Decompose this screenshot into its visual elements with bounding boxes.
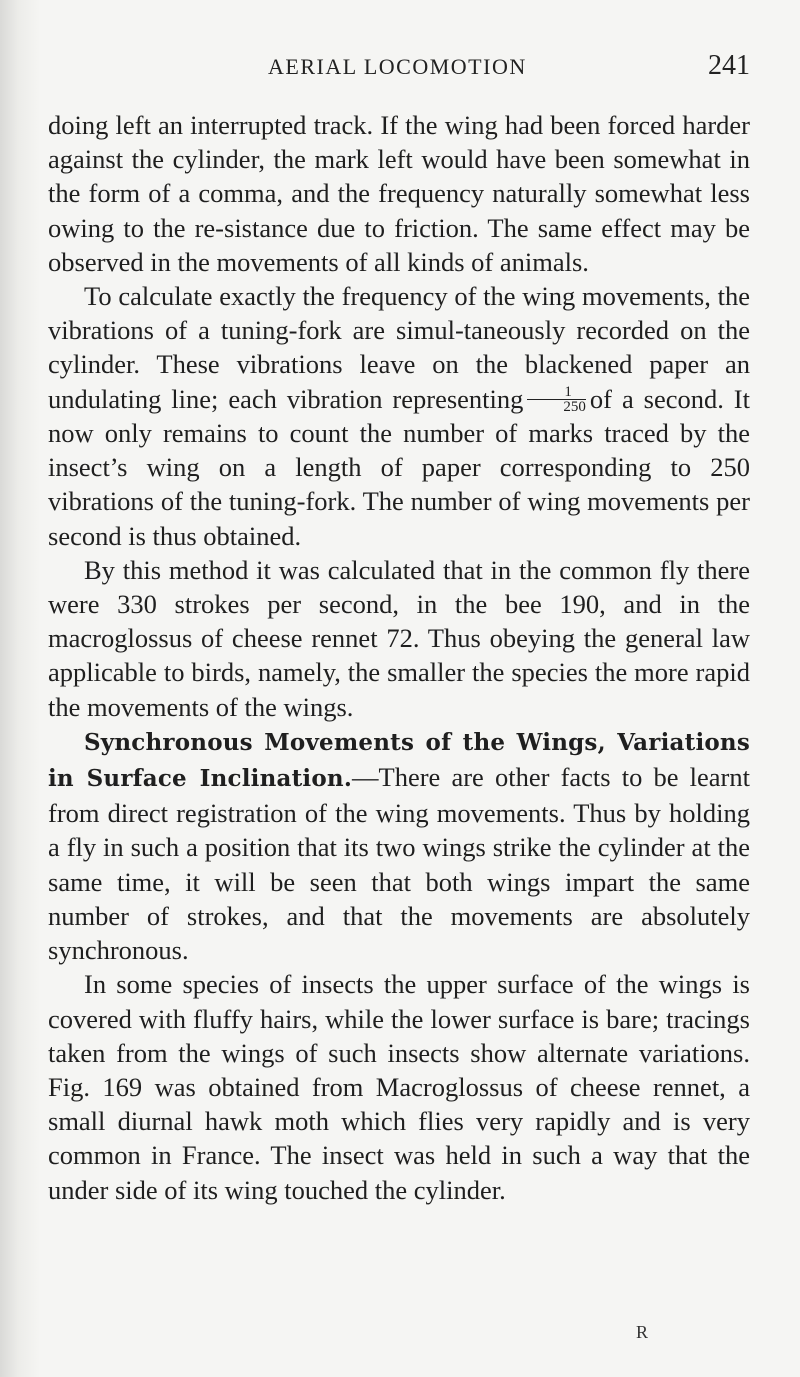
fraction — [527, 385, 586, 414]
paragraph-4-body: —There are other facts to be learnt from direct registration of the wing movements. Thus by holding a fly in such a position that its two wings strike the cylinder at the same time, it will be seen that both wings impart the same number of strokes, and that the movements are absolutely synchronous. — [48, 762, 750, 966]
running-title: AERIAL LOCOMOTION — [268, 54, 527, 79]
paragraph-2-end: of a second. It now only remains to count the number of marks traced by the insect’s wing on a length of paper corresponding to 250 vibrations of the tuning-fork. The number of wing movements per second is thus obtained. — [48, 383, 750, 551]
paragraph-5: In some species of insects the upper surface of the wings is covered with fluffy hairs, while the lower surface is bare; tracings taken from the wings of such insects show alternate variations. Fig. 169 was obtained from Macroglossus of cheese rennet, a small diurnal hawk moth which flies very rapidly and is very common in France. The insect was held in such a way that the under side of its wing touched the cylinder. — [48, 969, 750, 1205]
section-heading: Synchronous Movements of the Wings, Variations in Surface Inclination. — [48, 728, 750, 793]
paragraph-1: doing left an interrupted track. If the wing had been forced harder against the cylinder, the mark left would have been somewhat in the form of a comma, and the frequency naturally somewhat less owing to the re-sistance due to friction. The same effect may be observed in the movements of all kinds of animals. — [48, 110, 750, 277]
paragraph-4 — [48, 724, 750, 967]
paragraph-2-start: To calculate exactly the frequency of the wing movements, the vibrations of a tuning-fork are simul-taneously recorded on the cylinder. These vibrations leave on the blackened paper an undulating line; each vibration representing — [48, 281, 750, 414]
fraction-denominator: 250 — [563, 399, 586, 416]
body-text — [48, 108, 750, 1207]
page-header — [48, 50, 750, 82]
fraction-numerator: 1 — [527, 385, 586, 400]
signature-mark: R — [636, 1322, 649, 1342]
paragraph-3: By this method it was calculated that in the common fly there were 330 strokes per second, in the bee 190, and in the macroglossus of cheese rennet 72. Thus obeying the general law applicable to birds, namely, the smaller the species the more rapid the movements of the wings. — [48, 554, 750, 722]
paragraph-2 — [48, 279, 750, 553]
page-number: 241 — [708, 50, 750, 81]
